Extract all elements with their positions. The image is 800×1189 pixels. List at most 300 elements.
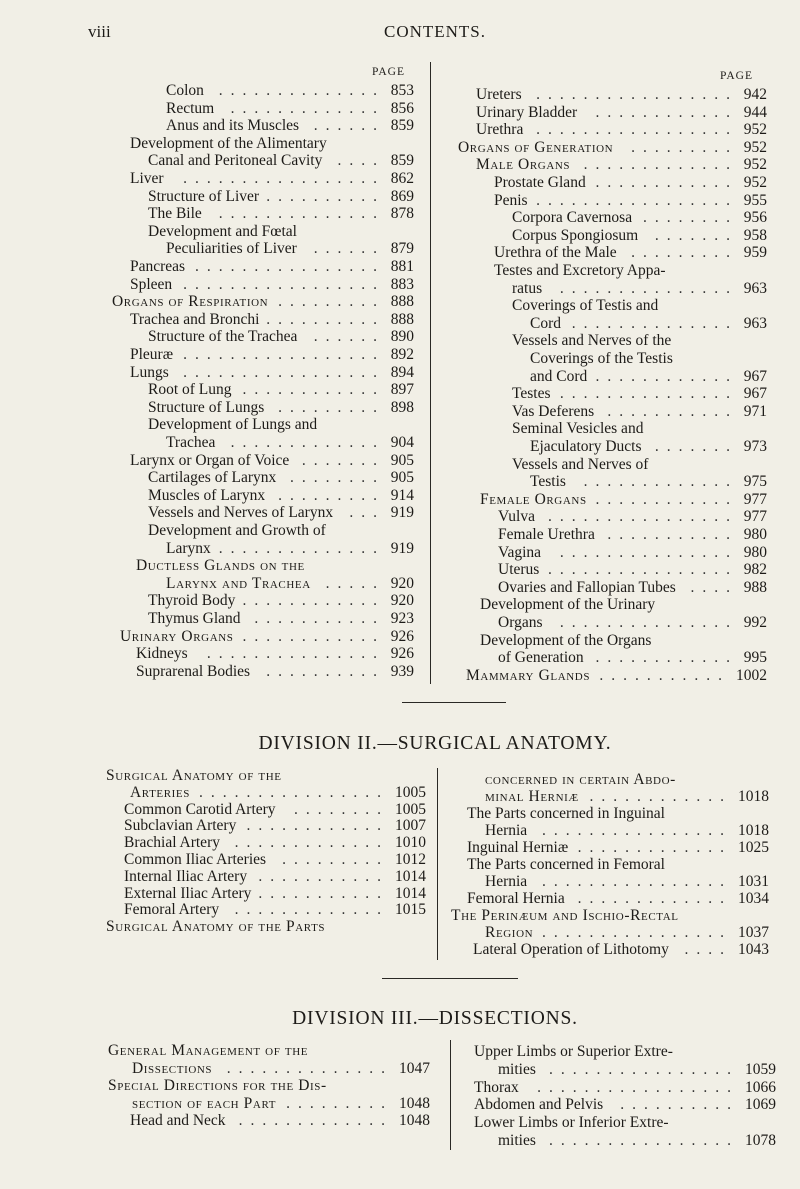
dot-leader: ............ bbox=[595, 490, 738, 508]
toc-entry bbox=[451, 907, 769, 925]
toc-entry-page: 853 bbox=[390, 82, 414, 99]
toc-entry-page: 892 bbox=[390, 346, 414, 363]
toc-entry bbox=[474, 1061, 776, 1079]
toc-entry-page: 1014 bbox=[395, 867, 426, 885]
toc-entry-title: Penis bbox=[494, 191, 528, 209]
dot-leader: .............. bbox=[226, 1059, 393, 1077]
dot-leader: ..... bbox=[325, 574, 385, 592]
toc-entry-page: 1018 bbox=[738, 822, 769, 839]
toc-entry-page: 904 bbox=[390, 434, 414, 451]
toc-entry-page: 920 bbox=[390, 574, 414, 592]
dot-leader: ................. bbox=[536, 86, 738, 103]
toc-entry-title: Kidneys bbox=[136, 645, 188, 663]
toc-entry-page: 967 bbox=[743, 385, 767, 403]
toc-entry-title: Ovaries and Fallopian Tubes bbox=[498, 578, 676, 596]
toc-entry bbox=[462, 86, 767, 104]
dot-leader: ............ bbox=[246, 817, 389, 835]
toc-entry-title: Thorax bbox=[474, 1078, 519, 1096]
toc-entry bbox=[462, 350, 767, 368]
toc-entry-page: 1048 bbox=[399, 1112, 430, 1129]
toc-entry bbox=[108, 1112, 430, 1130]
toc-entry-page: 1059 bbox=[745, 1060, 776, 1078]
toc-entry-title: Trachea and Bronchi bbox=[130, 310, 260, 328]
toc-entry-title: Abdomen and Pelvis bbox=[474, 1096, 604, 1114]
toc-entry-title: Development of the Alimentary bbox=[130, 134, 327, 152]
toc-entry-page: 973 bbox=[743, 438, 767, 455]
toc-entry-page: 1043 bbox=[738, 941, 769, 958]
toc-entry bbox=[112, 82, 414, 100]
toc-entry-page: 879 bbox=[390, 240, 414, 258]
toc-entry bbox=[106, 801, 426, 819]
toc-entry-title: Seminal Vesicles and bbox=[512, 420, 644, 438]
toc-entry-title: Male Organs bbox=[476, 156, 571, 174]
dot-leader: ............ bbox=[595, 367, 738, 385]
toc-entry-page: 856 bbox=[390, 99, 414, 117]
toc-entry-page: 1015 bbox=[395, 901, 426, 919]
toc-entry-title: General Management of the bbox=[108, 1042, 309, 1059]
column-divider bbox=[430, 62, 431, 684]
toc-entry bbox=[474, 1132, 776, 1150]
toc-entry bbox=[462, 385, 767, 403]
toc-entry bbox=[112, 487, 414, 505]
toc-entry-title: Testes bbox=[512, 385, 551, 403]
toc-entry-title: Thyroid Body bbox=[148, 592, 236, 610]
toc-entry-title: mities bbox=[498, 1132, 536, 1149]
dot-leader: ............... bbox=[559, 614, 738, 631]
toc-entry-page: 897 bbox=[390, 381, 414, 399]
toc-entry bbox=[462, 174, 767, 192]
page-title: CONTENTS. bbox=[383, 22, 487, 41]
toc-entry bbox=[112, 592, 414, 610]
toc-entry-page: 1078 bbox=[745, 1132, 776, 1149]
dot-leader: ............. bbox=[230, 99, 385, 117]
toc-entry-title: The Parts concerned in Femoral bbox=[467, 856, 665, 873]
dot-leader: ................ bbox=[542, 822, 732, 839]
toc-entry-page: 956 bbox=[743, 209, 767, 227]
dot-leader: ................ bbox=[542, 924, 732, 941]
toc-entry bbox=[462, 579, 767, 597]
toc-entry bbox=[106, 834, 426, 852]
toc-entry bbox=[112, 346, 414, 364]
dot-leader: .......... bbox=[266, 187, 385, 205]
toc-entry-page: 1005 bbox=[395, 783, 426, 801]
toc-entry bbox=[112, 557, 414, 575]
toc-entry bbox=[112, 170, 414, 188]
toc-entry-page: 952 bbox=[743, 138, 767, 156]
dot-leader: ......... bbox=[278, 398, 385, 416]
toc-entry bbox=[112, 276, 414, 294]
toc-entry-title: Hernia bbox=[485, 822, 528, 839]
dot-leader: ........... bbox=[254, 610, 385, 627]
toc-entry-title: Development and Growth of bbox=[148, 522, 326, 539]
dot-leader: ... bbox=[349, 504, 385, 522]
dot-leader: ......... bbox=[631, 138, 738, 156]
toc-entry-page: 995 bbox=[743, 649, 767, 667]
toc-entry-title: Vagina bbox=[498, 543, 542, 561]
division-title: DIVISION II.—SURGICAL ANATOMY. bbox=[258, 733, 612, 754]
toc-entry bbox=[112, 117, 414, 135]
toc-entry bbox=[108, 1095, 430, 1113]
toc-entry bbox=[455, 822, 769, 840]
toc-entry bbox=[455, 856, 769, 874]
dot-leader: ............... bbox=[559, 385, 738, 403]
dot-leader: ........ bbox=[290, 469, 385, 487]
dot-leader: ................ bbox=[548, 561, 738, 579]
toc-entry bbox=[455, 924, 769, 942]
toc-entry bbox=[462, 332, 767, 350]
toc-entry-title: Common Carotid Artery bbox=[124, 800, 276, 818]
toc-entry bbox=[462, 403, 767, 421]
toc-entry-title: Prostate Gland bbox=[494, 174, 586, 191]
toc-entry bbox=[106, 918, 426, 936]
toc-entry-title: Urethra bbox=[476, 121, 524, 139]
toc-entry-page: 1012 bbox=[395, 851, 426, 868]
toc-entry-title: Anus and its Muscles bbox=[166, 117, 300, 135]
dot-leader: ...... bbox=[313, 240, 385, 258]
toc-entry-title: Pleuræ bbox=[130, 346, 174, 363]
toc-entry bbox=[106, 885, 426, 903]
toc-entry bbox=[458, 138, 767, 157]
toc-entry bbox=[112, 152, 414, 170]
toc-entry-page: 952 bbox=[743, 121, 767, 139]
toc-entry-page: 1034 bbox=[738, 890, 769, 907]
toc-entry-page: 980 bbox=[743, 526, 767, 543]
toc-entry bbox=[462, 473, 767, 491]
toc-entry bbox=[108, 1077, 430, 1095]
dot-leader: ............. bbox=[230, 434, 385, 451]
toc-entry-page: 923 bbox=[390, 610, 414, 627]
toc-entry-title: Development of Lungs and bbox=[148, 416, 318, 434]
toc-entry-title: of Generation bbox=[498, 649, 584, 667]
toc-entry bbox=[112, 135, 414, 153]
toc-entry bbox=[106, 901, 426, 919]
toc-entry bbox=[462, 420, 767, 438]
toc-entry-page: 958 bbox=[743, 226, 767, 244]
toc-entry-title: Root of Lung bbox=[148, 381, 232, 399]
dot-leader: .............. bbox=[218, 82, 385, 99]
toc-entry-page: 955 bbox=[743, 191, 767, 209]
toc-entry bbox=[112, 188, 414, 206]
toc-entry bbox=[112, 504, 414, 522]
toc-entry-title: Larynx or Organ of Voice bbox=[130, 451, 290, 469]
toc-entry-page: 1048 bbox=[399, 1094, 430, 1112]
toc-entry-page: 862 bbox=[390, 170, 414, 187]
toc-entry-title: Ureters bbox=[476, 86, 522, 103]
section-rule bbox=[382, 978, 518, 979]
dot-leader: ...... bbox=[313, 117, 385, 135]
toc-entry-title: Corpora Cavernosa bbox=[512, 209, 633, 227]
dot-leader: ............. bbox=[577, 839, 732, 856]
toc-entry bbox=[462, 614, 767, 632]
toc-entry bbox=[106, 851, 426, 869]
toc-entry-title: Female Urethra bbox=[498, 526, 595, 543]
toc-entry bbox=[455, 805, 769, 823]
toc-entry-title: Corpus Spongiosum bbox=[512, 226, 639, 244]
toc-entry bbox=[112, 399, 414, 417]
dot-leader: .............. bbox=[571, 314, 738, 332]
toc-entry-page: 963 bbox=[743, 314, 767, 332]
toc-entry-title: Brachial Artery bbox=[124, 834, 220, 852]
dot-leader: ........ bbox=[643, 209, 738, 227]
dot-leader: ......... bbox=[278, 293, 385, 311]
toc-entry-title: Pancreas bbox=[130, 258, 186, 275]
dot-leader: .............. bbox=[218, 205, 385, 223]
toc-entry-title: ratus bbox=[512, 279, 543, 297]
toc-entry-page: 1047 bbox=[399, 1059, 430, 1077]
dot-leader: .......... bbox=[266, 662, 385, 680]
toc-entry bbox=[112, 293, 414, 311]
dot-leader: .... bbox=[337, 152, 385, 170]
toc-entry bbox=[112, 663, 414, 681]
dot-leader: ................ bbox=[199, 783, 389, 801]
toc-entry-page: 926 bbox=[390, 645, 414, 663]
toc-entry-page: 1002 bbox=[736, 666, 767, 684]
dot-leader: ................ bbox=[195, 258, 385, 275]
toc-entry bbox=[462, 227, 767, 245]
dot-leader: ......... bbox=[278, 486, 385, 504]
toc-entry-title: Coverings of the Testis bbox=[530, 350, 673, 367]
dot-leader: ............... bbox=[206, 645, 385, 663]
toc-entry-page: 963 bbox=[743, 279, 767, 297]
toc-entry-page: 1069 bbox=[745, 1096, 776, 1114]
dot-leader: ........ bbox=[294, 800, 389, 818]
toc-entry-page: 920 bbox=[390, 592, 414, 610]
toc-entry-page: 975 bbox=[743, 473, 767, 491]
toc-entry-title: Development and Fœtal bbox=[148, 222, 297, 240]
toc-entry bbox=[462, 508, 767, 526]
column-divider bbox=[437, 768, 438, 960]
dot-leader: ...... bbox=[313, 328, 385, 346]
toc-entry-title: Vulva bbox=[498, 508, 535, 526]
toc-entry-page: 914 bbox=[390, 486, 414, 504]
toc-entry-title: Upper Limbs or Superior Extre- bbox=[474, 1043, 673, 1060]
toc-entry-title: Female Organs bbox=[480, 490, 587, 508]
toc-entry-page: 905 bbox=[390, 451, 414, 469]
toc-entry-title: Organs of Generation bbox=[458, 138, 614, 156]
toc-entry bbox=[112, 469, 414, 487]
toc-entry-title: Development of the Organs bbox=[480, 631, 652, 649]
toc-entry-title: Uterus bbox=[498, 561, 540, 579]
toc-entry-page: 1007 bbox=[395, 817, 426, 835]
toc-entry bbox=[462, 632, 767, 650]
dot-leader: ................. bbox=[183, 275, 385, 293]
toc-entry-title: Structure of Lungs bbox=[148, 398, 265, 416]
toc-entry bbox=[455, 873, 769, 891]
toc-entry-title: Spleen bbox=[130, 275, 173, 293]
toc-entry-page: 869 bbox=[390, 187, 414, 205]
toc-entry bbox=[462, 315, 767, 333]
toc-entry-title: Lower Limbs or Inferior Extre- bbox=[474, 1114, 669, 1132]
toc-entry bbox=[455, 890, 769, 908]
dot-leader: ........... bbox=[258, 884, 389, 902]
toc-entry bbox=[462, 156, 767, 174]
dot-leader: ................ bbox=[542, 873, 732, 890]
toc-entry bbox=[462, 280, 767, 298]
toc-entry-title: Suprarenal Bodies bbox=[136, 662, 251, 680]
toc-entry-page: 952 bbox=[743, 156, 767, 174]
toc-entry-page: 952 bbox=[743, 174, 767, 191]
dot-leader: .......... bbox=[266, 310, 385, 328]
toc-entry bbox=[462, 491, 767, 509]
toc-entry-title: Testis bbox=[530, 473, 566, 491]
toc-entry-page: 980 bbox=[743, 543, 767, 561]
toc-entry-page: 1031 bbox=[738, 873, 769, 890]
toc-entry-page: 878 bbox=[390, 205, 414, 223]
toc-entry-page: 1018 bbox=[738, 788, 769, 805]
toc-entry-page: 1010 bbox=[395, 834, 426, 852]
dot-leader: ......... bbox=[631, 244, 738, 262]
toc-entry-title: Internal Iliac Artery bbox=[124, 867, 248, 885]
toc-entry-title: Inguinal Herniæ bbox=[467, 839, 569, 856]
toc-entry bbox=[462, 438, 767, 456]
dot-leader: ......... bbox=[282, 851, 389, 868]
dot-leader: ............. bbox=[583, 473, 738, 491]
dot-leader: .... bbox=[684, 941, 732, 958]
toc-entry-page: 959 bbox=[743, 244, 767, 262]
dot-leader: ....... bbox=[301, 451, 385, 469]
toc-entry-page: 859 bbox=[390, 117, 414, 135]
toc-entry-page: 883 bbox=[390, 275, 414, 293]
toc-entry bbox=[112, 645, 414, 663]
toc-entry-title: Structure of Liver bbox=[148, 187, 260, 205]
toc-entry bbox=[112, 416, 414, 434]
toc-entry-title: Femoral Artery bbox=[124, 901, 220, 919]
toc-entry bbox=[112, 452, 414, 470]
toc-entry-title: External Iliac Artery bbox=[124, 884, 252, 902]
toc-entry-title: Surgical Anatomy of the bbox=[106, 767, 282, 784]
toc-entry bbox=[462, 526, 767, 544]
toc-entry-title: Rectum bbox=[166, 99, 215, 117]
toc-entry bbox=[462, 667, 767, 685]
toc-entry bbox=[462, 209, 767, 227]
toc-entry-title: Urethra of the Male bbox=[494, 244, 617, 262]
toc-entry-page: 988 bbox=[743, 578, 767, 596]
dot-leader: ............ bbox=[242, 381, 385, 399]
toc-entry bbox=[462, 297, 767, 315]
toc-entry-title: concerned in certain Abdo- bbox=[485, 771, 676, 788]
toc-entry bbox=[112, 258, 414, 276]
toc-entry-title: Vessels and Nerves of bbox=[512, 455, 649, 473]
toc-entry-title: Hernia bbox=[485, 873, 528, 890]
page-number: viii bbox=[88, 22, 111, 41]
toc-entry bbox=[455, 771, 769, 789]
dot-leader: ................. bbox=[537, 1078, 739, 1096]
dot-leader: ......... bbox=[286, 1094, 393, 1112]
toc-entry-title: Colon bbox=[166, 82, 204, 99]
toc-entry bbox=[462, 456, 767, 474]
toc-entry-page: 894 bbox=[390, 363, 414, 381]
toc-entry-page: 977 bbox=[743, 508, 767, 526]
dot-leader: ................. bbox=[183, 363, 385, 381]
toc-entry-title: Larynx and Trachea bbox=[166, 574, 311, 592]
toc-entry-title: Peculiarities of Liver bbox=[166, 240, 297, 258]
toc-entry bbox=[106, 784, 426, 802]
toc-entry bbox=[462, 244, 767, 262]
dot-leader: ....... bbox=[654, 438, 738, 455]
dot-leader: ........... bbox=[599, 666, 730, 684]
toc-entry bbox=[474, 1114, 776, 1132]
toc-entry-title: Femoral Hernia bbox=[467, 890, 565, 907]
toc-entry bbox=[462, 561, 767, 579]
toc-entry-page: 942 bbox=[743, 86, 767, 103]
toc-entry-title: Urinary Bladder bbox=[476, 103, 578, 121]
toc-entry bbox=[112, 311, 414, 329]
toc-entry-title: Development of the Urinary bbox=[480, 596, 656, 614]
toc-entry bbox=[112, 575, 414, 593]
dot-leader: ............. bbox=[577, 890, 732, 907]
toc-entry-title: and Cord bbox=[530, 367, 588, 385]
toc-entry-page: 1025 bbox=[738, 839, 769, 856]
toc-entry bbox=[462, 544, 767, 562]
toc-entry bbox=[112, 100, 414, 118]
dot-leader: ............ bbox=[589, 788, 732, 805]
page-column-heading-left: PAGE bbox=[372, 66, 405, 78]
dot-leader: ........... bbox=[607, 402, 738, 420]
toc-entry bbox=[112, 434, 414, 452]
toc-entry-title: The Perinæum and Ischio-Rectal bbox=[451, 907, 679, 924]
toc-entry-page: 905 bbox=[390, 469, 414, 487]
toc-entry bbox=[106, 817, 426, 835]
toc-entry-page: 919 bbox=[390, 504, 414, 522]
toc-entry-page: 919 bbox=[390, 539, 414, 557]
toc-entry-page: 890 bbox=[390, 328, 414, 346]
toc-entry-title: The Parts concerned in Inguinal bbox=[467, 805, 665, 822]
dot-leader: ............... bbox=[559, 279, 738, 297]
toc-entry-title: Testes and Excretory Appa- bbox=[494, 262, 666, 279]
toc-entry bbox=[112, 240, 414, 258]
toc-entry-title: Lungs bbox=[130, 363, 169, 381]
toc-entry-title: Ductless Glands on the bbox=[136, 557, 305, 575]
toc-entry bbox=[108, 1060, 430, 1078]
toc-entry-title: minal Herniæ bbox=[485, 788, 579, 805]
toc-entry bbox=[462, 192, 767, 210]
toc-entry-page: 977 bbox=[743, 490, 767, 508]
toc-entry-title: Trachea bbox=[166, 434, 216, 451]
toc-entry-page: 971 bbox=[743, 402, 767, 420]
toc-entry-page: 1014 bbox=[395, 884, 426, 902]
toc-entry-title: Organs of Respiration bbox=[112, 293, 269, 311]
dot-leader: .......... bbox=[620, 1096, 739, 1114]
toc-entry-title: Vessels and Nerves of the bbox=[512, 332, 672, 350]
toc-entry bbox=[462, 121, 767, 139]
toc-entry-title: Structure of the Trachea bbox=[148, 328, 298, 346]
toc-entry bbox=[455, 788, 769, 806]
toc-entry-page: 939 bbox=[390, 662, 414, 680]
toc-entry-title: Region bbox=[485, 924, 534, 941]
dot-leader: ................ bbox=[549, 1132, 739, 1149]
toc-entry bbox=[462, 104, 767, 122]
dot-leader: ................ bbox=[548, 508, 738, 526]
toc-entry-title: Coverings of Testis and bbox=[512, 297, 659, 315]
toc-entry-title: Dissections bbox=[132, 1059, 213, 1077]
toc-entry bbox=[112, 364, 414, 382]
toc-entry-title: Cord bbox=[530, 314, 561, 332]
toc-entry-title: Special Directions for the Dis- bbox=[108, 1077, 327, 1094]
toc-entry bbox=[462, 649, 767, 667]
toc-entry-title: Vessels and Nerves of Larynx bbox=[148, 504, 334, 522]
toc-entry-title: Vas Deferens bbox=[512, 402, 595, 420]
toc-entry bbox=[474, 1043, 776, 1061]
dot-leader: ............. bbox=[234, 834, 389, 852]
section-rule bbox=[402, 702, 506, 703]
dot-leader: ................. bbox=[183, 346, 385, 363]
toc-entry bbox=[108, 1042, 430, 1060]
toc-entry-page: 898 bbox=[390, 398, 414, 416]
toc-entry-title: The Bile bbox=[148, 205, 202, 223]
toc-entry-page: 992 bbox=[743, 614, 767, 631]
toc-entry-page: 982 bbox=[743, 561, 767, 579]
toc-entry bbox=[474, 1079, 776, 1097]
